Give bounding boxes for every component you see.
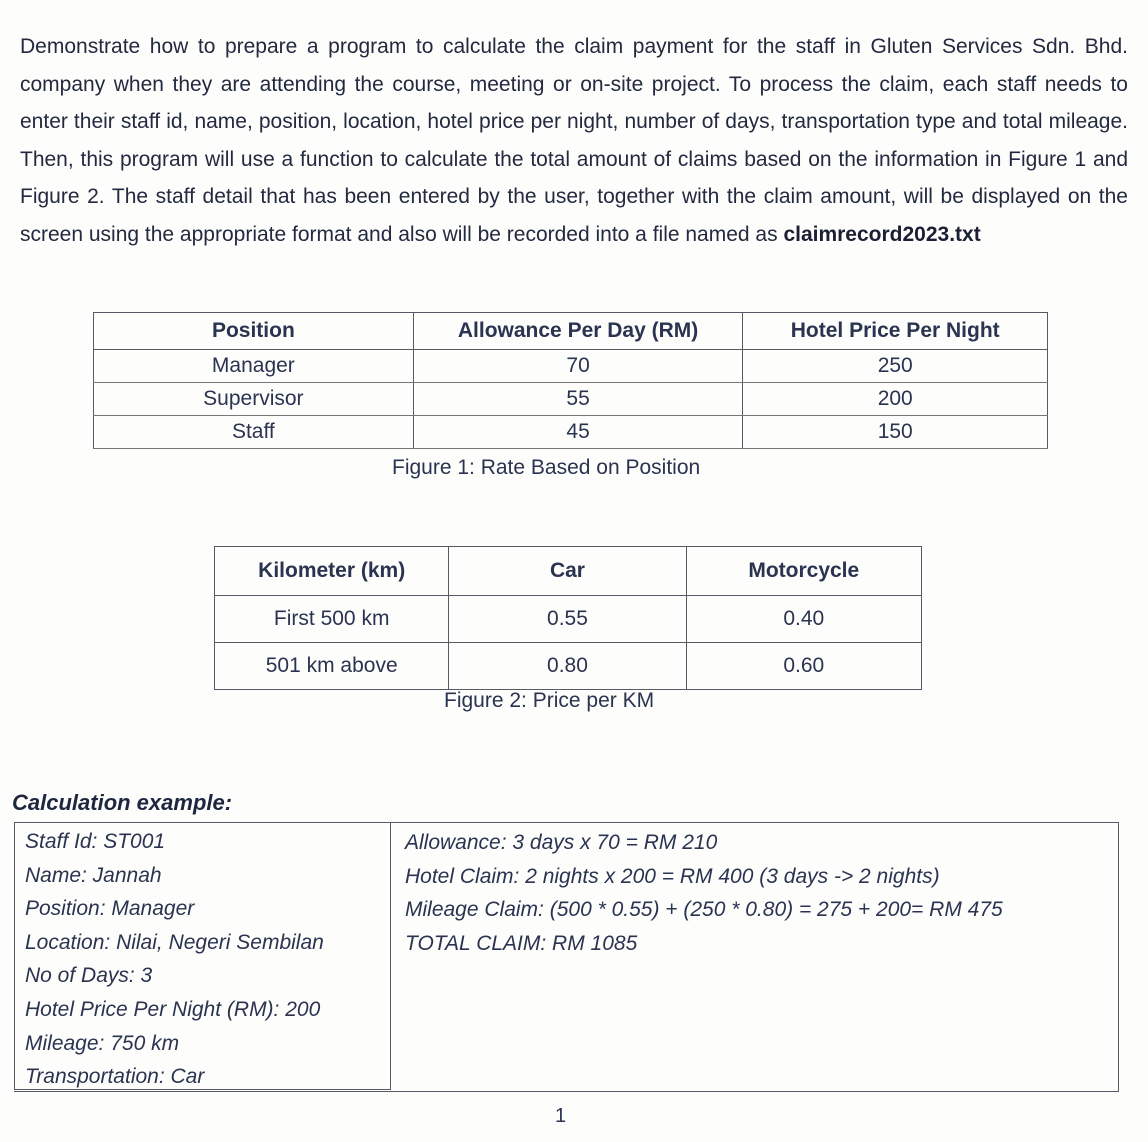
table-cell: 501 km above bbox=[215, 643, 449, 690]
intro-text: Demonstrate how to prepare a program to calculate the claim payment for the staff in Gluten Services Sdn. Bhd. company when they are attending the course, meeting or on-site project. To process the claim, each staff needs to enter their staff id, name, position, location, hotel price per night, number of days, transportation type and total mileage. Then, this program will use a function to calculate the total amount of claims based on the information in Figure 1 and Figure 2. The staff detail that has been entered by the user, together with the claim amount, will be displayed on the screen using the appropriate format and also will be recorded into a file named as bbox=[20, 35, 1128, 246]
figure1-header-hotel: Hotel Price Per Night bbox=[743, 313, 1048, 350]
table-cell: 0.55 bbox=[449, 596, 686, 643]
calc-input-line: Location: Nilai, Negeri Sembilan bbox=[25, 930, 324, 954]
table-cell: 55 bbox=[413, 383, 743, 416]
figure2-header-car: Car bbox=[449, 547, 686, 596]
table-cell: Staff bbox=[94, 416, 414, 449]
table-cell: 45 bbox=[413, 416, 743, 449]
table-cell: Manager bbox=[94, 350, 414, 383]
table-cell: 150 bbox=[743, 416, 1048, 449]
figure2-table bbox=[214, 546, 922, 690]
table-row bbox=[94, 350, 1048, 383]
figure2-caption: Figure 2: Price per KM bbox=[444, 689, 655, 712]
table-row bbox=[215, 596, 922, 643]
calc-input-line: Staff Id: ST001 bbox=[25, 830, 166, 853]
calc-result-line: Hotel Claim: 2 nights x 200 = RM 400 (3 days -> 2 nights) bbox=[405, 864, 940, 888]
calc-result-line: Mileage Claim: (500 * 0.55) + (250 * 0.80) = 275 + 200= RM 475 bbox=[405, 898, 1003, 922]
intro-filename: claimrecord2023.txt bbox=[783, 222, 981, 246]
calc-result-line: Allowance: 3 days x 70 = RM 210 bbox=[405, 831, 718, 854]
calculation-title: Calculation example: bbox=[12, 790, 233, 815]
table-row bbox=[94, 416, 1048, 449]
table-cell: 250 bbox=[743, 350, 1048, 383]
intro-paragraph bbox=[20, 28, 1128, 253]
table-cell: First 500 km bbox=[215, 596, 449, 643]
calculation-results bbox=[405, 826, 1003, 960]
calc-result-line: TOTAL CLAIM: RM 1085 bbox=[405, 931, 638, 955]
table-cell: 0.80 bbox=[449, 643, 686, 690]
table-row bbox=[94, 383, 1048, 416]
figure1-header-position: Position bbox=[94, 313, 414, 350]
figure1-caption: Figure 1: Rate Based on Position bbox=[392, 456, 701, 479]
figure2-header-km: Kilometer (km) bbox=[215, 547, 449, 596]
figure1-header-allowance: Allowance Per Day (RM) bbox=[413, 313, 743, 350]
table-cell: Supervisor bbox=[94, 383, 414, 416]
page-number: 1 bbox=[555, 1105, 567, 1127]
table-cell: 0.40 bbox=[686, 596, 921, 643]
calc-input-line: Hotel Price Per Night (RM): 200 bbox=[25, 997, 321, 1021]
calculation-inputs bbox=[14, 822, 391, 1090]
figure2-header-motorcycle: Motorcycle bbox=[686, 547, 921, 596]
calc-input-line: Mileage: 750 km bbox=[25, 1031, 180, 1055]
figure2-header-row bbox=[215, 547, 922, 596]
calc-input-line: Position: Manager bbox=[25, 897, 195, 921]
table-cell: 0.60 bbox=[686, 643, 921, 690]
figure1-table bbox=[93, 312, 1048, 449]
calc-input-line: Name: Jannah bbox=[25, 863, 162, 887]
calc-input-line: No of Days: 3 bbox=[25, 964, 153, 988]
table-cell: 200 bbox=[743, 383, 1048, 416]
calc-input-line: Transportation: Car bbox=[25, 1065, 205, 1089]
table-cell: 70 bbox=[413, 350, 743, 383]
figure1-header-row bbox=[94, 313, 1048, 350]
table-row bbox=[215, 643, 922, 690]
